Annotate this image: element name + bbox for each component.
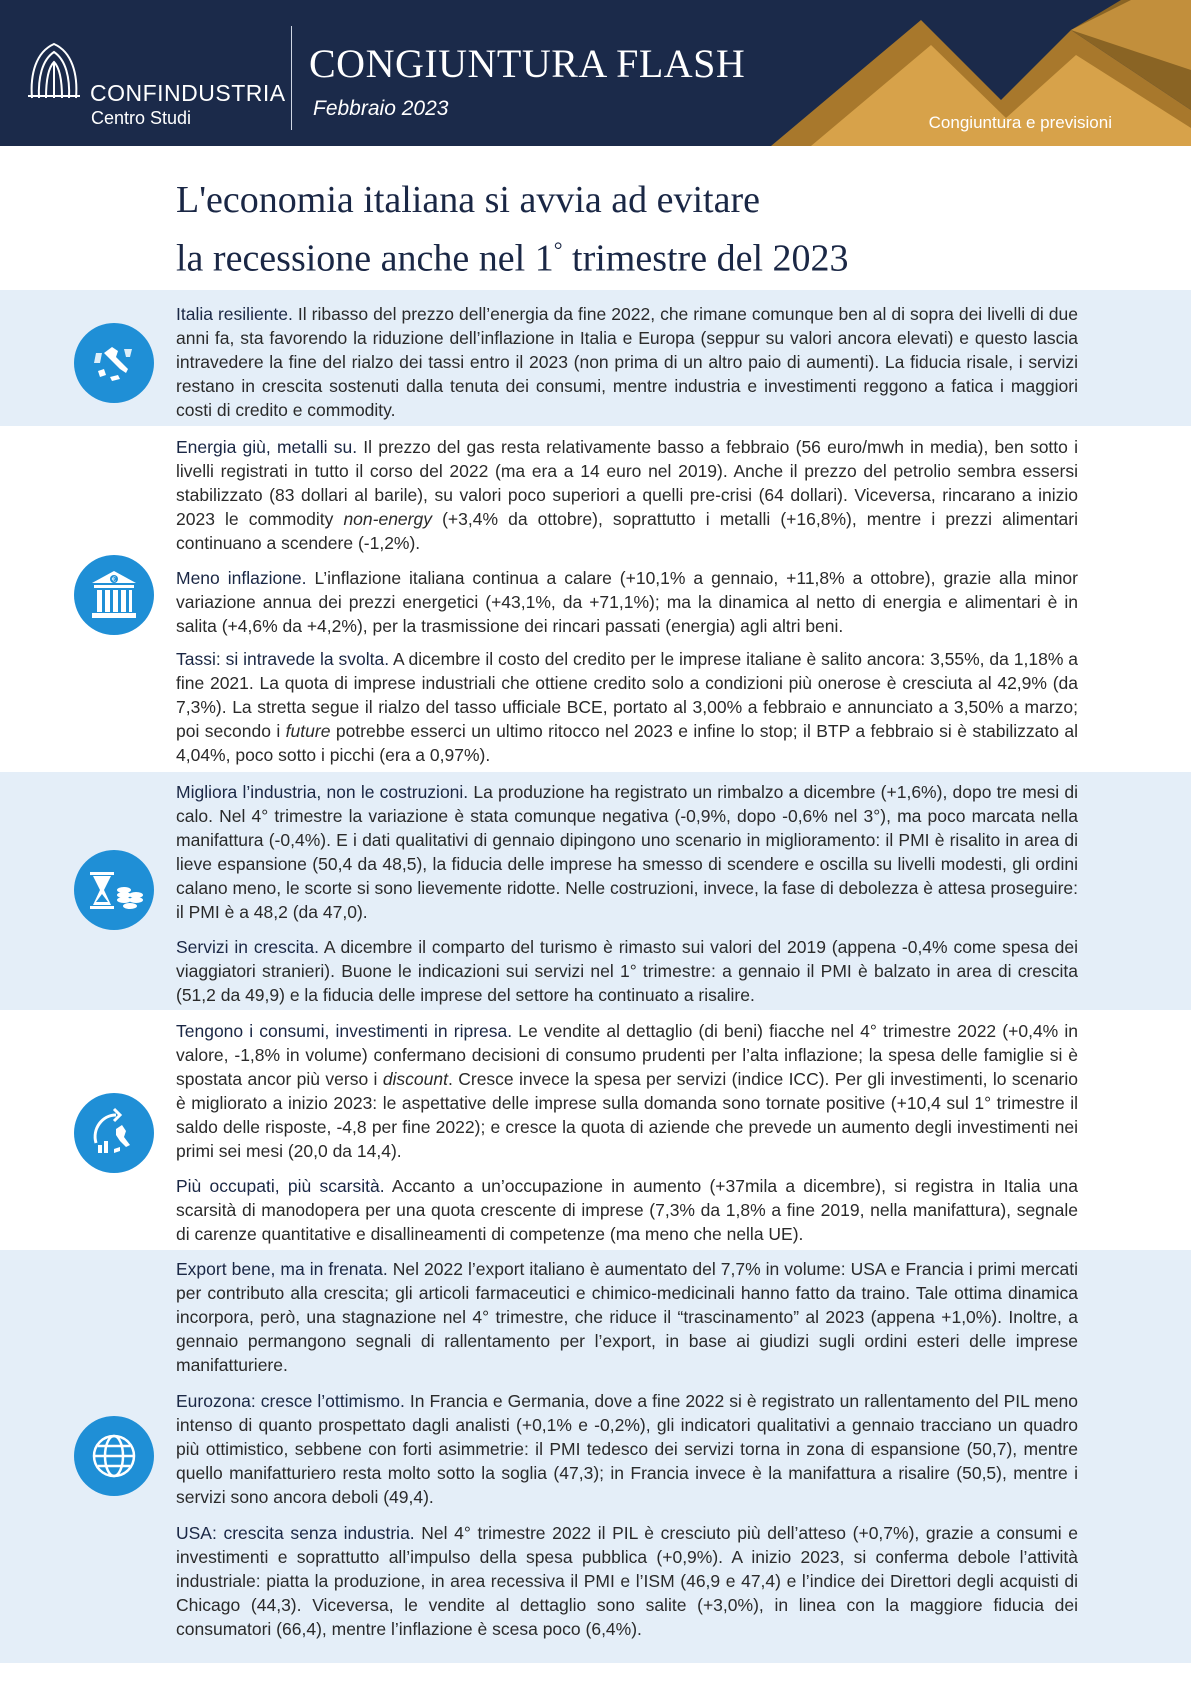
main-title (176, 176, 1136, 284)
section-usa: USA: crescita senza industria. Nel 4° trimestre 2022 il PIL è cresciuto più dell’atteso (+0,7%), grazie a consumi e investimenti e soprattutto all’impulso della spesa pubblica (+0,9%). A inizio 2023, si conferma debole l’attività industriale: piatta la produzione, in area recessiva il PMI e l’ISM (46,9 e 47,4) e l’indice dei Direttori degli acquisti di Chicago (44,3). Viceversa, le vendite al dettaglio sono salite (+3,0%), in linea con la maggiore fiducia dei consumatori (66,4), mentre l’inflazione è scesa poco (6,4%). (176, 1523, 1078, 1639)
section-inflazione: Meno inflazione. L’inflazione italiana continua a calare (+10,1% a gennaio, +11,8% a ottobre), grazie alla minor variazione annua dei prezzi energetici (+43,1%, da +71,1%); ma la dinamica al netto di energia e alimentari è in salita (+4,6% da +4,2%), per la trasmissione dei rincari passati (energia) agli altri beni. (176, 568, 1078, 636)
main-title-line-1: L'economia italiana si avvia ad evitare (176, 179, 760, 221)
section-italia-resiliente: Italia resiliente. Il ribasso del prezzo dell’energia da fine 2022, che rimane comunque ben al di sopra dei livelli di due anni fa, sta favorendo la riduzione dell’inflazione in Italia e Europa (seppur su valori ancora elevati) e questo lascia intravedere la fine del rialzo dei tassi entro il 2023 (non prima di un altro paio di aumenti). La fiducia risale, i servizi restano in crescita sostenuti dalla tenuta dei consumi, mentre industria e investimenti reggono a fatica i maggiori costi di credito e commodity. (176, 304, 1078, 420)
section-eurozona: Eurozona: cresce l’ottimismo. In Francia e Germania, dove a fine 2022 si è registrato un rallentamento del PIL meno intenso di quanto prospettato dagli analisti (+0,1% e -0,2%), gli indicatori qualitativi a gennaio tracciano un quadro più ottimistico, sebbene con forti asimmetrie: il PMI tedesco dei servizi torna in zona di espansione (50,7), mentre quello manifatturiero resta molto sotto la soglia (47,3); in Francia invece è la manifattura a risalire (50,5), mentre i servizi sono ancora deboli (49,4). (176, 1391, 1078, 1507)
brand-name: CONFINDUSTRIA (90, 80, 286, 106)
main-title-line-2: la recessione anche nel 1° trimestre del 2023 (176, 237, 849, 280)
publication-title: CONGIUNTURA FLASH (309, 41, 746, 86)
header-divider (291, 26, 292, 130)
section-servizi: Servizi in crescita. A dicembre il comparto del turismo è rimasto sui valori del 2019 (appena -0,4% come spesa dei viaggiatori stranieri). Buone le indicazioni sui servizi nel 1° trimestre: a gennaio il PMI è balzato in area di crescita (51,2 da 49,9) e la fiducia delle imprese del settore ha continuato a risalire. (176, 937, 1078, 1005)
section-industria: Migliora l’industria, non le costruzioni. La produzione ha registrato un rimbalzo a dicembre (+1,6%), dopo tre mesi di calo. Nel 4° trimestre la variazione è stata comunque negativa (-0,9%, dopo -0,6% nel 3°), ma poco marcata nella manifattura (-0,4%). E i dati qualitativi di gennaio dipingono uno scenario in miglioramento: il PMI è risalito in area di lieve espansione (50,4 da 48,5), la fiducia delle imprese ha smesso di scendere e oscilla su livelli modesti, gli ordini calano meno, le scorte si sono lievemente ridotte. Nelle costruzioni, invece, la fase di debolezza è attesa proseguire: il PMI è a 48,2 (da 47,0). (176, 782, 1078, 922)
italy-map-icon (74, 323, 154, 403)
confindustria-logo-icon (26, 38, 82, 104)
brand-subtitle: Centro Studi (91, 108, 192, 128)
section-tag: Congiuntura e previsioni (928, 113, 1112, 132)
page-header (0, 0, 1191, 146)
svg-text:€: € (111, 575, 117, 584)
section-export: Export bene, ma in frenata. Nel 2022 l’export italiano è aumentato del 7,7% in volume: USA e Francia i primi mercati per contributo alla crescita; gli articoli farmaceutici e chimico-medicinali hanno fatto da traino. Tale ottima dinamica incorpora, però, una stagnazione nel 4° trimestre, che riduce il “trascinamento” al 2023 (appena +1,0%). Inoltre, a gennaio permangono segnali di rallentamento per l’export, in base ai giudizi sugli ordini esteri delle imprese manifatturiere. (176, 1259, 1078, 1375)
hourglass-coins-icon (74, 850, 154, 930)
section-occupati: Più occupati, più scarsità. Accanto a un’occupazione in aumento (+37mila a dicembre), si registra in Italia una scarsità di manodopera per una quota crescente di imprese (7,3% da 1,8% a fine 2019, nella manifattura), segnale di carenze quantitative e disallineamenti di competenze (ma meno che nella UE). (176, 1176, 1078, 1244)
section-energia: Energia giù, metalli su. Il prezzo del gas resta relativamente basso a febbraio (56 euro/mwh in media), ben sotto i livelli registrati in tutto il corso del 2022 (ma era a 14 euro nel 2019). Anche il prezzo del petrolio sembra essersi stabilizzato (83 dollari al barile), su valori poco superiori a quelli pre-crisi (64 dollari). Viceversa, rincarano a inizio 2023 le commodity non-energy (+3,4% da ottobre), soprattutto i metalli (+16,8%), mentre i prezzi alimentari continuano a scendere (-1,2%). (176, 437, 1078, 553)
section-tassi: Tassi: si intravede la svolta. A dicembre il costo del credito per le imprese italiane è salito ancora: 3,55%, da 1,18% a fine 2021. La quota di imprese industriali che ottiene credito solo a condizioni più onerose è cresciuta al 42,9% (da 7,3%). La stretta segue il rialzo del tasso ufficiale BCE, portato al 3,00% a febbraio e annunciato a 3,50% a marzo; poi secondo i future potrebbe esserci un ultimo ritocco nel 2023 e infine lo stop; il BTP a febbraio si è stabilizzato al 4,04%, poco sotto i picchi (era a 0,97%). (176, 649, 1078, 765)
section-consumi: Tengono i consumi, investimenti in ripresa. Le vendite al dettaglio (di beni) fiacche nel 4° trimestre 2022 (+0,4% in valore, -1,8% in volume) confermano decisioni di consumo prudenti per l’alta inflazione; la spesa delle famiglie si è spostata ancor più verso i discount. Cresce invece la spesa per servizi (indice ICC). Per gli investimenti, lo scenario è migliorato a inizio 2023: le aspettative delle imprese sulla domanda sono tornate positive (+10,4 sul 1° trimestre il saldo delle risposte, -4,8 per fine 2022); e cresce la quota di aziende che prevede un aumento degli investimenti nei primi sei mesi (20,0 da 14,4). (176, 1021, 1078, 1161)
publication-date: Febbraio 2023 (313, 97, 449, 120)
globe-icon (74, 1416, 154, 1496)
bank-euro-icon (74, 555, 154, 635)
arrows-italy-icon (74, 1093, 154, 1173)
